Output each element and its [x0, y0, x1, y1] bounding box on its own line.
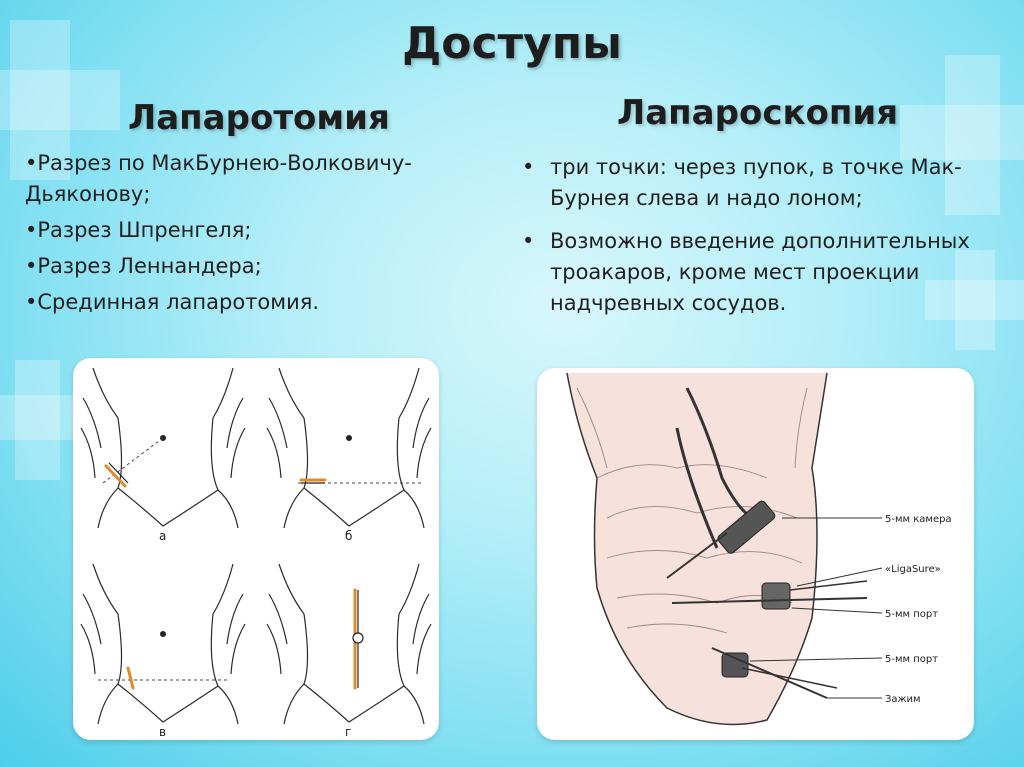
figure-label-camera: 5-мм камера — [885, 514, 952, 525]
figure-label-c: в — [159, 725, 167, 739]
torso-a — [81, 368, 245, 528]
list-item: •Разрез Шпренгеля; — [25, 218, 252, 242]
list-item-text: Возможно введение дополнительных троакаров, кроме мест проекции надчревных сосудов. — [550, 229, 970, 315]
figure-label-b: б — [345, 529, 353, 543]
bullet: • — [522, 229, 535, 253]
trocar-diagram — [537, 368, 974, 740]
laparotomy-list — [25, 148, 485, 323]
figure-label-port-1: 5-мм порт — [885, 609, 939, 620]
bullet: • — [522, 155, 535, 179]
list-item — [522, 152, 1002, 214]
list-item: •Срединная лапаротомия. — [25, 290, 320, 314]
laparotomy-heading: Лапаротомия — [128, 98, 390, 138]
figure-label-clamp: Зажим — [885, 694, 921, 705]
list-item: •Разрез по МакБурнею-Волковичу-Дьяконову; — [25, 151, 412, 206]
laparoscopy-heading: Лапароскопия — [617, 93, 899, 133]
slide-title: Доступы — [402, 18, 622, 69]
background-cross — [0, 70, 120, 130]
figure-label-a: а — [159, 529, 167, 543]
incision-diagram — [73, 358, 439, 740]
laparotomy-figure — [73, 358, 439, 740]
laparoscopy-list — [522, 152, 1002, 331]
figure-label-d: г — [345, 725, 352, 739]
figure-label-port-2: 5-мм порт — [885, 654, 939, 665]
torso-b — [267, 368, 431, 528]
list-item — [522, 226, 1002, 319]
list-item: •Разрез Леннандера; — [25, 254, 262, 278]
torso-d — [267, 564, 431, 724]
figure-label-ligasure: «LigaSure» — [885, 564, 941, 575]
laparoscopy-figure — [537, 368, 974, 740]
torso-c — [81, 564, 245, 724]
list-item-text: три точки: через пупок, в точке Мак-Бурнея слева и надо лоном; — [550, 155, 962, 210]
